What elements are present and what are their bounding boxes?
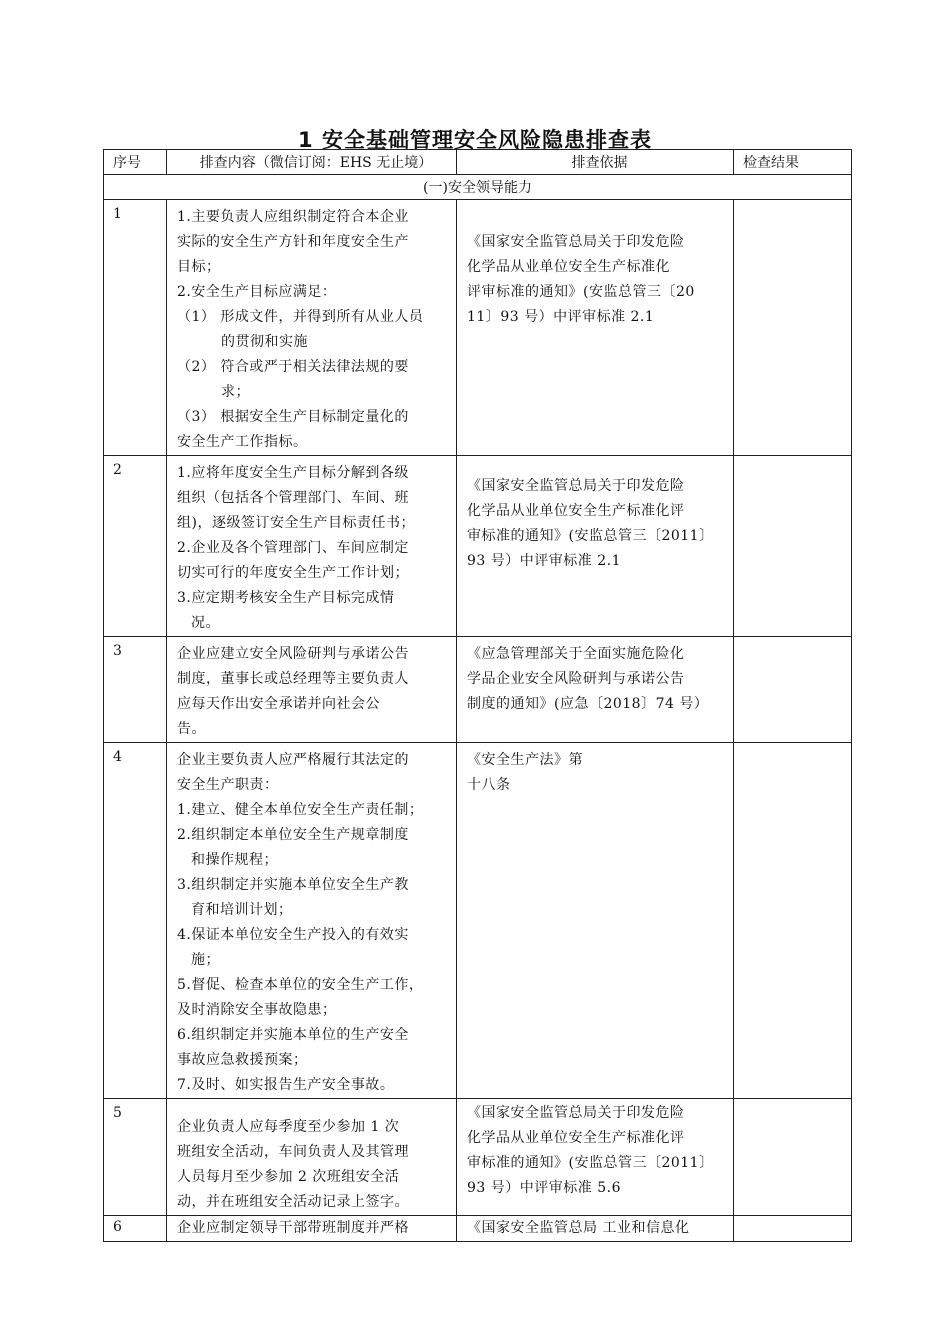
- basis-line: 化学品从业单位安全生产标准化评: [467, 1130, 685, 1146]
- content-line: 2.企业及各个管理部门、车间应制定: [177, 540, 409, 556]
- content-line: 况。: [191, 615, 220, 631]
- header-row: [104, 150, 852, 175]
- content-line: 人员每月至少参加 2 次班组安全活: [177, 1169, 400, 1185]
- content-line: 安全生产职责：: [177, 777, 279, 793]
- row-number: 4: [104, 743, 167, 1099]
- content-line: 2.组织制定本单位安全生产规章制度: [177, 827, 409, 843]
- row-number: 5: [104, 1099, 167, 1216]
- content-line: （3） 根据安全生产目标制定量化的: [177, 409, 409, 425]
- row-result[interactable]: [734, 1099, 852, 1216]
- content-line: 及时消除安全事故隐患；: [177, 1002, 337, 1018]
- content-line: 6.组织制定并实施本单位的生产安全: [177, 1027, 409, 1043]
- content-line: 的贯彻和实施: [221, 334, 308, 350]
- table-row: [104, 200, 852, 456]
- hazard-checklist-table: [103, 149, 852, 1242]
- basis-line: 《国家安全监管总局关于印发危险: [467, 1105, 685, 1121]
- row-number: 3: [104, 637, 167, 743]
- basis-line: 化学品从业单位安全生产标准化评: [467, 503, 685, 519]
- content-line: 事故应急救援预案；: [177, 1052, 308, 1068]
- content-line: 求；: [221, 384, 250, 400]
- content-line: 实际的安全生产方针和年度安全生产: [177, 234, 409, 250]
- basis-line: 十八条: [467, 777, 511, 793]
- row-basis: [457, 1216, 734, 1242]
- row-number: 6: [104, 1216, 167, 1242]
- basis-line: 93 号）中评审标准 2.1: [467, 553, 621, 569]
- row-content: [167, 637, 457, 743]
- table-row: [104, 637, 852, 743]
- basis-line: 《国家安全监管总局 工业和信息化: [467, 1220, 690, 1236]
- content-line: 安全生产工作指标。: [177, 434, 308, 450]
- content-line: 7.及时、如实报告生产安全事故。: [177, 1077, 395, 1093]
- table-row: [104, 1099, 852, 1216]
- content-line: 企业应建立安全风险研判与承诺公告: [177, 646, 409, 662]
- row-content: [167, 1216, 457, 1242]
- content-line: 1.应将年度安全生产目标分解到各级: [177, 465, 409, 481]
- content-line: 告。: [177, 721, 206, 737]
- basis-line: 审标准的通知》(安监总管三〔2011〕: [467, 1155, 714, 1171]
- row-basis: [457, 743, 734, 1099]
- basis-line: 学品企业安全风险研判与承诺公告: [467, 671, 685, 687]
- content-line: 应每天作出安全承诺并向社会公: [177, 696, 380, 712]
- row-result[interactable]: [734, 456, 852, 637]
- content-line: 组织（包括各个管理部门、车间、班: [177, 490, 409, 506]
- basis-line: 审标准的通知》(安监总管三〔2011〕: [467, 528, 714, 544]
- row-number: 1: [104, 200, 167, 456]
- basis-line: 《应急管理部关于全面实施危险化: [467, 646, 685, 662]
- row-result[interactable]: [734, 1216, 852, 1242]
- content-line: 3.组织制定并实施本单位安全生产教: [177, 877, 409, 893]
- content-line: 企业主要负责人应严格履行其法定的: [177, 752, 409, 768]
- row-result[interactable]: [734, 200, 852, 456]
- table-row: [104, 1216, 852, 1242]
- page-title: 1 安全基础管理安全风险隐患排查表: [298, 128, 652, 152]
- content-line: 5.督促、检查本单位的安全生产工作，: [177, 977, 424, 993]
- basis-line: 制度的通知》(应急〔2018〕74 号）: [467, 696, 709, 712]
- table-row: [104, 456, 852, 637]
- content-line: 2.安全生产目标应满足：: [177, 284, 337, 300]
- basis-line: 评审标准的通知》(安监总管三〔20: [467, 284, 695, 300]
- content-line: 1.建立、健全本单位安全生产责任制；: [177, 802, 424, 818]
- row-basis: [457, 1099, 734, 1216]
- row-content: [167, 200, 457, 456]
- row-basis: [457, 637, 734, 743]
- content-line: 企业负责人应每季度至少参加 1 次: [177, 1119, 400, 1135]
- content-line: 1.主要负责人应组织制定符合本企业: [177, 209, 409, 225]
- content-line: 组)，逐级签订安全生产目标责任书；: [177, 515, 415, 531]
- content-line: 4.保证本单位安全生产投入的有效实: [177, 927, 409, 943]
- header-basis: 排查依据: [457, 150, 734, 175]
- row-number: 2: [104, 456, 167, 637]
- section-row: [104, 175, 852, 200]
- content-line: 切实可行的年度安全生产工作计划；: [177, 565, 409, 581]
- table-row: [104, 743, 852, 1099]
- basis-line: 《安全生产法》第: [467, 752, 583, 768]
- header-number: 序号: [104, 150, 167, 175]
- header-result: 检查结果: [734, 150, 852, 175]
- content-line: 育和培训计划；: [191, 902, 293, 918]
- content-line: 班组安全活动，车间负责人及其管理: [177, 1144, 409, 1160]
- basis-line: 93 号）中评审标准 5.6: [467, 1180, 621, 1196]
- content-line: 目标；: [177, 259, 221, 275]
- header-content: 排查内容（微信订阅：EHS 无止境）: [167, 150, 457, 175]
- row-basis: [457, 456, 734, 637]
- basis-line: 11〕93 号）中评审标准 2.1: [467, 309, 655, 325]
- row-basis: [457, 200, 734, 456]
- content-line: 和操作规程；: [191, 852, 278, 868]
- row-result[interactable]: [734, 743, 852, 1099]
- row-content: [167, 456, 457, 637]
- row-content: [167, 743, 457, 1099]
- content-line: 动，并在班组安全活动记录上签字。: [177, 1194, 409, 1210]
- basis-line: 《国家安全监管总局关于印发危险: [467, 234, 685, 250]
- content-line: 施；: [191, 952, 220, 968]
- content-line: 企业应制定领导干部带班制度并严格: [177, 1220, 409, 1236]
- content-line: （2） 符合或严于相关法律法规的要: [177, 359, 409, 375]
- row-result[interactable]: [734, 637, 852, 743]
- basis-line: 化学品从业单位安全生产标准化: [467, 259, 670, 275]
- row-content: [167, 1099, 457, 1216]
- content-line: 制度，董事长或总经理等主要负责人: [177, 671, 409, 687]
- basis-line: 《国家安全监管总局关于印发危险: [467, 478, 685, 494]
- content-line: 3.应定期考核安全生产目标完成情: [177, 590, 395, 606]
- content-line: （1） 形成文件，并得到所有从业人员: [177, 309, 424, 325]
- section-title: (一)安全领导能力: [104, 175, 852, 200]
